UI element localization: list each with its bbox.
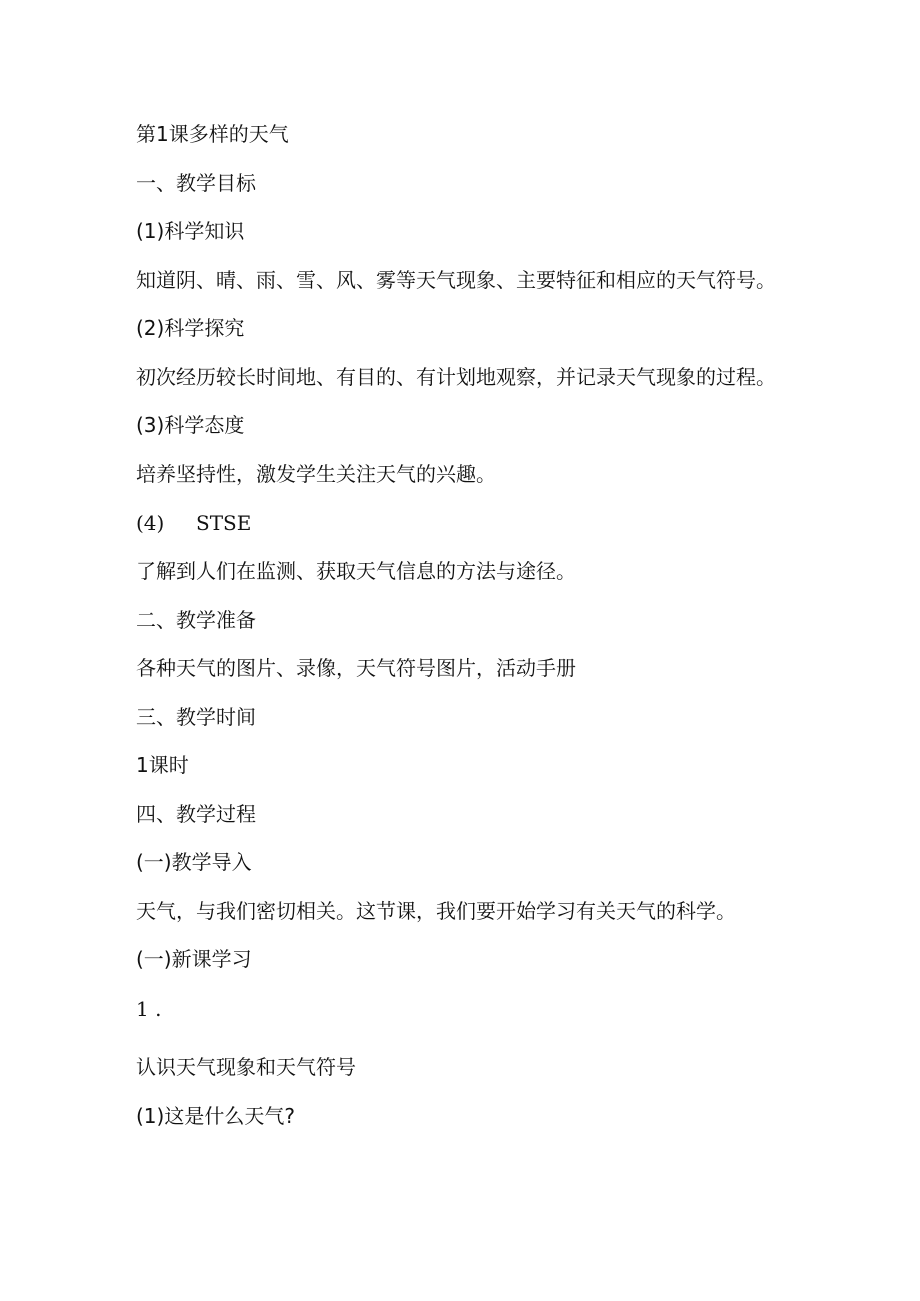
item-title: 认识天气现象和天气符号 — [136, 1055, 356, 1079]
section-heading-process: 四、教学过程 — [136, 802, 256, 826]
section-heading-prep: 二、教学准备 — [136, 608, 256, 632]
paragraph-intro: 天气，与我们密切相关。这节课，我们要开始学习有关天气的科学。 — [136, 899, 736, 923]
paragraph-time: 1课时 — [136, 753, 189, 777]
paragraph-attitude: 培养坚持性，激发学生关注天气的兴趣。 — [136, 462, 496, 486]
subheading-intro: (一)教学导入 — [136, 850, 252, 874]
stse-number: (4) — [136, 511, 165, 535]
subheading-attitude: (3)科学态度 — [136, 413, 245, 437]
subheading-new-lesson: (一)新课学习 — [136, 947, 252, 971]
paragraph-inquiry: 初次经历较长时间地、有目的、有计划地观察，并记录天气现象的过程。 — [136, 365, 776, 389]
stse-label: STSE — [196, 511, 252, 535]
subheading-knowledge: (1)科学知识 — [136, 219, 245, 243]
item-number: 1 . — [136, 997, 162, 1021]
section-heading-goals: 一、教学目标 — [136, 171, 256, 195]
paragraph-prep: 各种天气的图片、录像，天气符号图片，活动手册 — [136, 656, 576, 680]
subheading-stse — [136, 511, 251, 535]
section-heading-time: 三、教学时间 — [136, 705, 256, 729]
paragraph-knowledge: 知道阴、晴、雨、雪、风、雾等天气现象、主要特征和相应的天气符号。 — [136, 268, 776, 292]
document-title: 第1课多样的天气 — [136, 122, 289, 146]
question-text: (1)这是什么天气? — [136, 1104, 295, 1128]
paragraph-stse: 了解到人们在监测、获取天气信息的方法与途径。 — [136, 559, 576, 583]
subheading-inquiry: (2)科学探究 — [136, 316, 245, 340]
